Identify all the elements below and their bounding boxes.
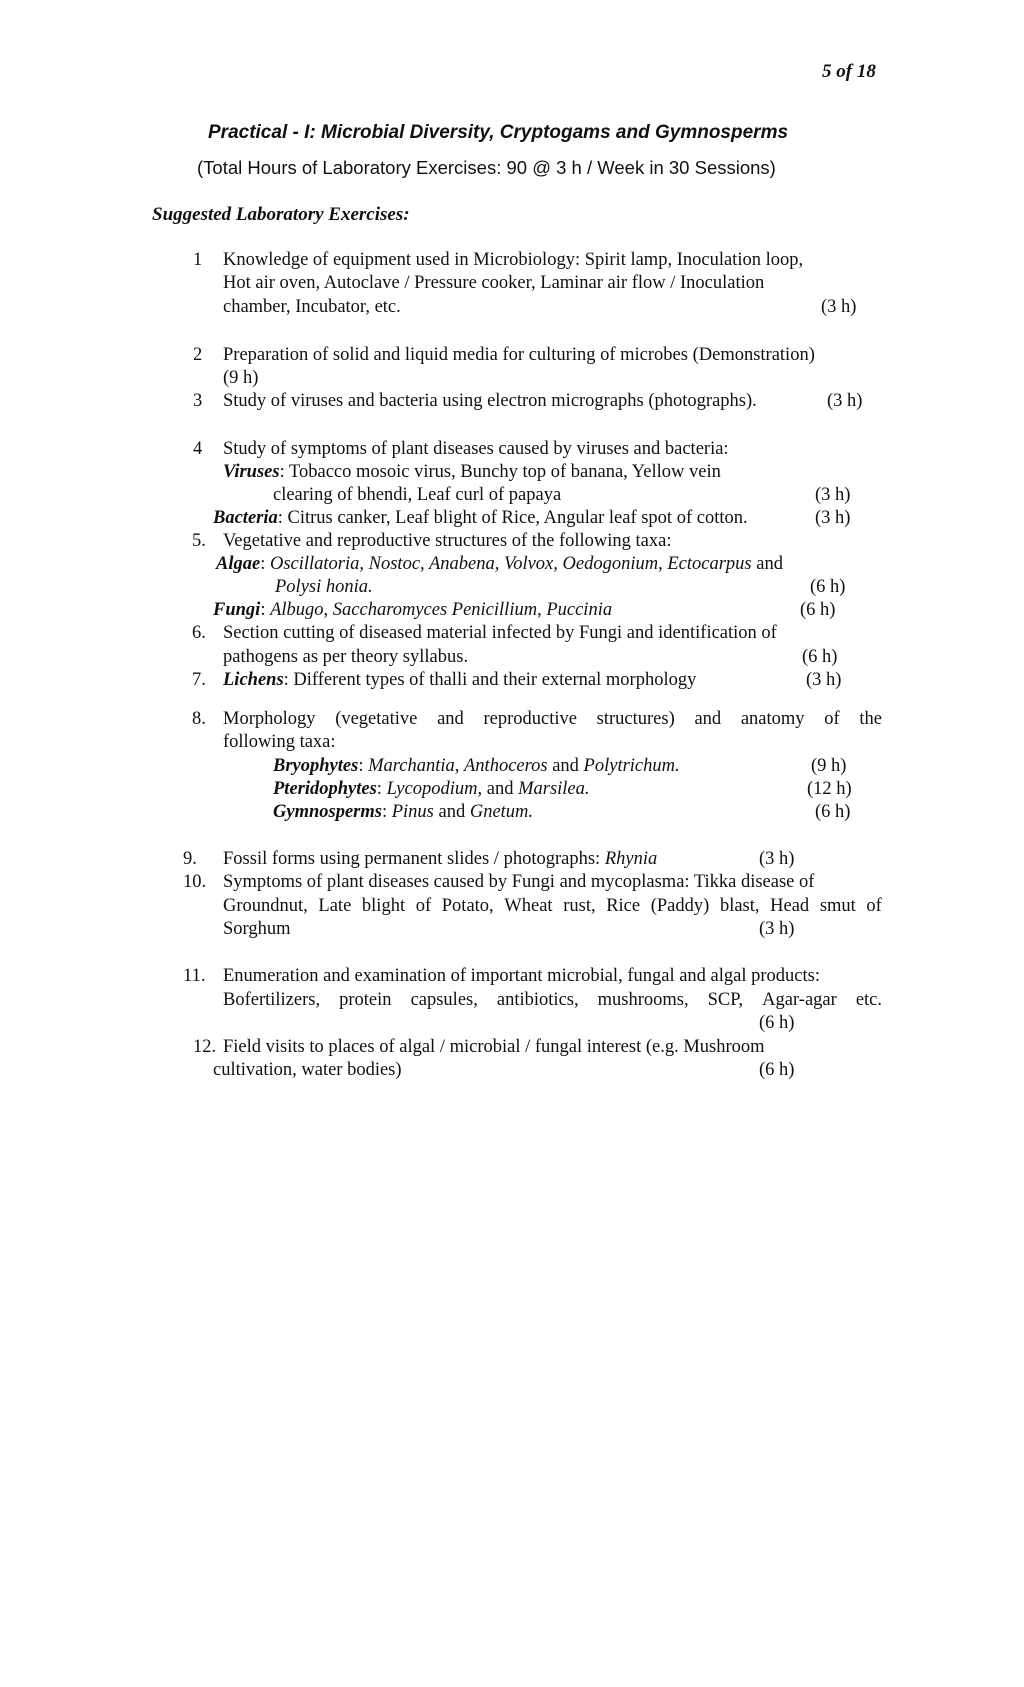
item-text-line: Symptoms of plant diseases caused by Fungi and mycoplasma: Tikka disease of (223, 872, 815, 892)
item-text-line: following taxa: (223, 732, 336, 752)
word: and (694, 709, 722, 729)
lichens-text: : Different types of thalli and their external morphology (283, 670, 697, 690)
word: mushrooms, (597, 990, 689, 1010)
page-number: 5 of 18 (822, 61, 876, 82)
item-text-line: Section cutting of diseased material infected by Fungi and identification of (223, 623, 777, 643)
section-heading: Suggested Laboratory Exercises: (152, 204, 410, 225)
word: Potato, (441, 896, 494, 916)
lichens-label: Lichens (223, 670, 284, 690)
item-hours: (12 h) (807, 779, 852, 799)
bryophytes-label: Bryophytes (273, 756, 359, 776)
taxon: Nostoc, Anabena, Volvox, Oedogonium (368, 554, 659, 574)
virus-line (223, 461, 721, 483)
fossil-line (223, 848, 657, 870)
page-subtitle: (Total Hours of Laboratory Exercises: 90 @ 3 h / Week in 30 Sessions) (197, 157, 776, 178)
item-number: 10. (183, 872, 207, 892)
item-number: 2 (193, 345, 203, 365)
word: antibiotics, (496, 990, 579, 1010)
gymnosperms-line: Gymnosperms: Pinus and Gnetum. (273, 802, 534, 822)
fossil-text: Fossil forms using permanent slides / photographs: (223, 849, 601, 869)
taxon: Saccharomyces Penicillium (332, 600, 538, 620)
separator: : (260, 554, 266, 574)
word: blast, (719, 896, 760, 916)
algae-line: Algae: Oscillatoria, Nostoc, Anabena, Volvox, Oedogonium, Ectocarpus and (216, 554, 783, 574)
word: Head (770, 896, 810, 916)
item-text-line: pathogens as per theory syllabus. (223, 647, 469, 667)
word: and (437, 709, 464, 729)
taxon: Ectocarpus (667, 554, 752, 574)
word: etc. (855, 990, 882, 1010)
word: blight (361, 896, 406, 916)
word: (Paddy) (650, 896, 710, 916)
justified-line (223, 708, 882, 730)
word: Rice (606, 896, 641, 916)
word: protein (339, 990, 392, 1010)
conjunction: and (756, 554, 783, 574)
fungi-label: Fungi (213, 600, 261, 620)
word: Bofertilizers, (223, 990, 321, 1010)
item-text-line: Field visits to places of algal / microbial / fungal interest (e.g. Mushroom (223, 1037, 765, 1057)
virus-text: : Tobacco mosoic virus, Bunchy top of banana, Yellow vein (279, 462, 721, 482)
conjunction: and (552, 756, 579, 776)
justified-line (223, 895, 882, 917)
taxon: Polytrichum. (583, 756, 680, 776)
taxon: Lycopodium (386, 779, 478, 799)
word: structures) (596, 709, 675, 729)
conjunction: , and (477, 779, 514, 799)
word: rust, (563, 896, 596, 916)
lichens-line (223, 669, 696, 691)
word: Wheat (504, 896, 553, 916)
word: of (824, 709, 840, 729)
word: Agar-agar (762, 990, 837, 1010)
word: the (859, 709, 882, 729)
pteridophytes-label: Pteridophytes (273, 779, 377, 799)
item-hours: (3 h) (821, 297, 857, 317)
taxon: Rhynia (604, 849, 658, 869)
word: of (415, 896, 432, 916)
item-number: 9. (183, 849, 197, 869)
item-text-line: clearing of bhendi, Leaf curl of papaya (273, 485, 562, 505)
separator: : (260, 600, 266, 620)
word: capsules, (410, 990, 478, 1010)
item-number: 7. (192, 670, 206, 690)
item-text-line: Preparation of solid and liquid media for culturing of microbes (Demonstration) (223, 345, 815, 365)
algae-label: Algae (216, 554, 261, 574)
item-text-line: chamber, Incubator, etc. (223, 297, 401, 317)
item-number: 8. (192, 709, 206, 729)
virus-label: Viruses (223, 462, 280, 482)
item-hours: (6 h) (810, 577, 846, 597)
fungi-line: Fungi: Albugo, Saccharomyces Penicillium, Puccinia (213, 600, 613, 620)
item-number: 11. (183, 966, 206, 986)
word: anatomy (740, 709, 805, 729)
word: Morphology (223, 709, 316, 729)
word: (vegetative (335, 709, 418, 729)
item-hours: (3 h) (827, 391, 863, 411)
item-hours: (3 h) (815, 485, 851, 505)
item-number: 12. (193, 1037, 217, 1057)
item-text-line: Study of symptoms of plant diseases caused by viruses and bacteria: (223, 439, 729, 459)
item-hours: (3 h) (759, 919, 795, 939)
word: Groundnut, (223, 896, 308, 916)
item-text-line: Hot air oven, Autoclave / Pressure cooker, Laminar air flow / Inoculation (223, 273, 765, 293)
taxon: Marsilea. (518, 779, 590, 799)
pteridophytes-line: Pteridophytes: Lycopodium, and Marsilea. (273, 779, 590, 799)
item-hours: (9 h) (223, 368, 259, 388)
gymnosperms-label: Gymnosperms (273, 802, 382, 822)
item-hours: (3 h) (815, 508, 851, 528)
taxon: Marchantia (368, 756, 455, 776)
taxon: Pinus (391, 802, 434, 822)
taxon: Puccinia (546, 600, 613, 620)
item-text-line: Knowledge of equipment used in Microbiology: Spirit lamp, Inoculation loop, (223, 250, 804, 270)
page-title: Practical - I: Microbial Diversity, Cryptogams and Gymnosperms (208, 122, 789, 143)
word: of (866, 896, 882, 916)
word: SCP, (707, 990, 744, 1010)
item-text-line: Enumeration and examination of important microbial, fungal and algal products: (223, 966, 820, 986)
bryophytes-line: Bryophytes: Marchantia, Anthoceros and Polytrichum. (273, 756, 680, 776)
item-number: 6. (192, 623, 206, 643)
conjunction: and (438, 802, 466, 822)
taxon: Albugo (270, 600, 324, 620)
bacteria-text: : Citrus canker, Leaf blight of Rice, Angular leaf spot of cotton. (277, 508, 748, 528)
justified-line (223, 989, 882, 1011)
item-hours: (9 h) (811, 756, 847, 776)
taxon: Polysi honia. (275, 577, 373, 597)
word: smut (819, 896, 856, 916)
taxon: Gnetum. (469, 802, 534, 822)
item-number: 3 (193, 391, 203, 411)
item-hours: (6 h) (802, 647, 838, 667)
item-hours: (6 h) (759, 1013, 795, 1033)
taxon: Anthoceros (464, 756, 548, 776)
item-number: 1 (193, 250, 203, 270)
item-hours: (3 h) (759, 849, 795, 869)
item-number: 4 (193, 439, 203, 459)
bacteria-line (213, 507, 748, 529)
item-number: 5. (192, 531, 206, 551)
item-text-line: Sorghum (223, 919, 291, 939)
bacteria-label: Bacteria (213, 508, 278, 528)
item-hours: (6 h) (759, 1060, 795, 1080)
item-text-line: Vegetative and reproductive structures of the following taxa: (223, 531, 672, 551)
word: Late (318, 896, 352, 916)
item-hours: (6 h) (800, 600, 836, 620)
item-text-line: Study of viruses and bacteria using electron micrographs (photographs). (223, 391, 757, 411)
word: reproductive (483, 709, 577, 729)
item-hours: (3 h) (806, 670, 842, 690)
item-hours: (6 h) (815, 802, 851, 822)
item-text-line: cultivation, water bodies) (213, 1060, 402, 1080)
taxon: Oscillatoria (269, 554, 360, 574)
